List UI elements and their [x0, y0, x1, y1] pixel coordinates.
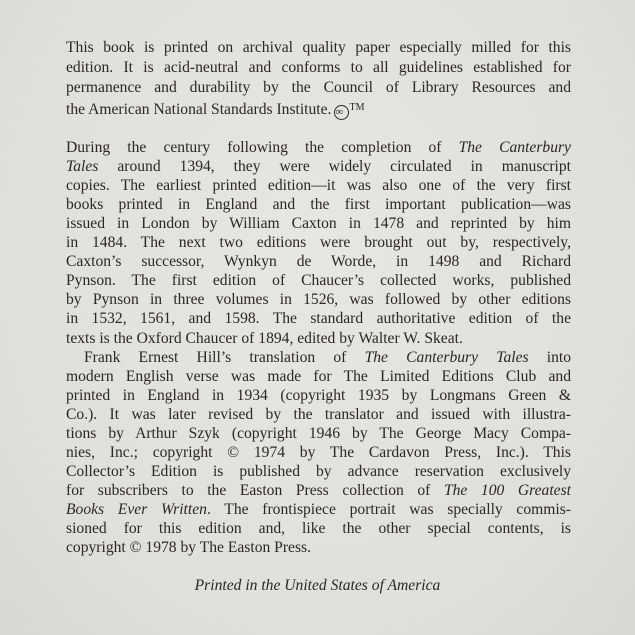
- text-segment: texts is the Oxford Chaucer of 1894, edited by Walter W. Skeat.: [66, 329, 463, 347]
- text-line: [66, 309, 571, 328]
- text-segment: Frank Ernest Hill’s translation of: [84, 348, 365, 366]
- text-segment: copies. The earliest printed edition—it was also one of the very first: [66, 177, 571, 195]
- text-line: [66, 481, 571, 500]
- text-line: [66, 138, 571, 157]
- text-segment: around 1394, they were widely circulated in manuscript: [98, 158, 571, 176]
- text-segment: in 1484. The next two editions were brought out by, respectively,: [66, 234, 571, 252]
- text-line: [66, 157, 571, 176]
- text-line: [66, 176, 571, 195]
- text-line: [66, 424, 571, 443]
- permanence-paper-icon: ∞: [334, 105, 349, 120]
- text-line: [66, 462, 571, 481]
- text-segment: into: [528, 348, 571, 366]
- text-line: [66, 38, 571, 57]
- text-segment: for subscribers to the Easton Press collection of: [66, 481, 444, 499]
- text-line: [66, 214, 571, 233]
- text-segment: Collector’s Edition is published by advance reservation exclusively: [66, 462, 571, 480]
- text-segment: During the century following the completion of: [66, 139, 459, 156]
- text-line: [66, 290, 571, 309]
- italic-title: Tales: [66, 158, 99, 176]
- text-line: [66, 329, 571, 348]
- text-segment: tions by Arthur Szyk (copyright 1946 by The George Macy Compa-: [66, 424, 571, 442]
- text-segment: Caxton’s successor, Wynkyn de Worde, in 1498 and Richard: [66, 253, 571, 271]
- text-segment: books printed in England and the first important publication—was: [66, 196, 571, 214]
- text-line: [66, 443, 571, 462]
- text-line: [66, 271, 571, 290]
- italic-title: The Canterbury: [458, 139, 571, 156]
- text-line: [66, 98, 571, 120]
- text-line: [66, 252, 571, 271]
- text-segment: Co.). It was later revised by the translator and issued with illustra-: [66, 405, 571, 423]
- text-segment: issued in London by William Caxton in 1478 and reprinted by him: [66, 215, 571, 233]
- printed-in-note: Printed in the United States of America: [194, 577, 441, 594]
- text-line: [66, 405, 571, 424]
- text-line: [66, 58, 571, 77]
- text-segment: copyright © 1978 by The Easton Press.: [66, 539, 312, 556]
- text-segment: the American National Standards Institute.: [66, 101, 332, 118]
- text-line: [66, 367, 571, 386]
- text-segment: permanence and durability by the Council of Library Resources and: [66, 79, 571, 96]
- text-segment: sioned for this edition and, like the other special contents, is: [66, 519, 571, 537]
- text-segment: Pynson. The first edition of Chaucer’s collected works, published: [66, 272, 571, 290]
- text-segment: printed in England in 1934 (copyright 1935 by Longmans Green &: [66, 386, 571, 404]
- italic-title: The Canterbury Tales: [364, 348, 529, 366]
- text-line: [66, 195, 571, 214]
- trademark-mark: TM: [349, 102, 365, 113]
- text-segment: by Pynson in three volumes in 1526, was followed by other editions: [66, 291, 571, 309]
- text-line: [66, 78, 571, 97]
- text-segment: modern English verse was made for The Limited Editions Club and: [66, 367, 571, 385]
- text-line: [66, 519, 571, 538]
- text-segment: nies, Inc.; copyright © 1974 by The Cardavon Press, Inc.). This: [66, 443, 571, 461]
- text-segment: edition. It is acid-neutral and conforms to all guidelines established for: [66, 59, 571, 76]
- italic-title: The 100 Greatest: [443, 481, 572, 499]
- text-line: [84, 348, 571, 367]
- text-line: [66, 386, 571, 405]
- text-segment: This book is printed on archival quality paper especially milled for this: [66, 39, 571, 56]
- text-segment: . The frontispiece portrait was specially commis-: [206, 500, 572, 518]
- italic-title: Books Ever Written: [66, 500, 207, 518]
- text-line: [66, 538, 571, 557]
- text-segment: in 1532, 1561, and 1598. The standard authoritative edition of the: [66, 310, 571, 328]
- text-line: [66, 500, 571, 519]
- text-line: [66, 233, 571, 252]
